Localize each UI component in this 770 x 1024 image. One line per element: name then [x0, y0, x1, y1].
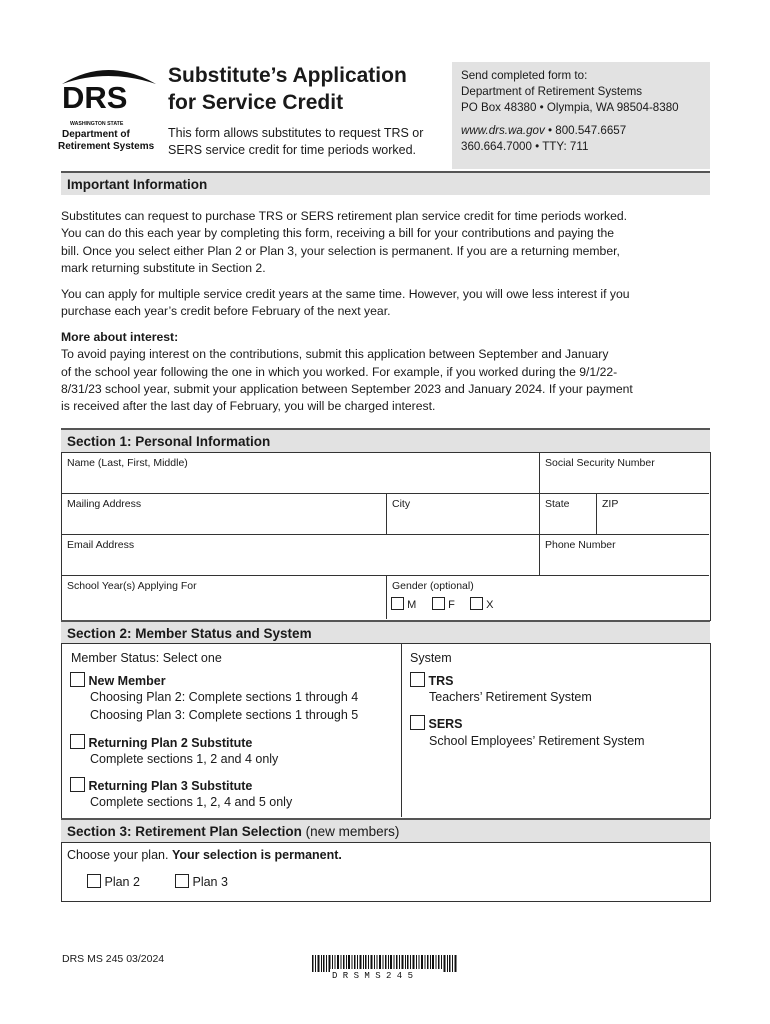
intro-line2: SERS service credit for time periods worked.: [168, 143, 417, 157]
gender-m-checkbox[interactable]: [391, 597, 404, 610]
trs-label: TRS: [428, 674, 454, 688]
mailing-address-field[interactable]: [62, 494, 387, 535]
phone-1: • 800.547.6657: [544, 124, 627, 137]
state-field[interactable]: [540, 494, 597, 535]
sers-option[interactable]: [410, 715, 463, 733]
system-label: System: [410, 651, 452, 665]
logo-line1: Department of: [62, 129, 130, 140]
state-label: State: [545, 498, 570, 510]
section3-title: Section 3: Retirement Plan Selection: [67, 824, 302, 839]
name-label: Name (Last, First, Middle): [67, 457, 188, 469]
trs-desc: Teachers’ Retirement System: [429, 690, 592, 704]
name-field[interactable]: [62, 453, 540, 494]
gender-m-option[interactable]: [391, 597, 416, 611]
system-column: [402, 644, 709, 817]
p1-line: mark returning substitute in Section 2.: [61, 260, 266, 275]
p3-line: 8/31/23 school year, submit your application between September 2023 and January 2024. If your payment: [61, 381, 633, 396]
returning-plan3-label: Returning Plan 3 Substitute: [88, 779, 253, 793]
title-line1: Substitute’s Application: [168, 64, 407, 87]
returning-plan2-checkbox[interactable]: [70, 734, 85, 749]
plan-selection-box: [61, 842, 711, 902]
choose-plan-text: [67, 848, 342, 862]
returning-plan3-option[interactable]: [70, 777, 252, 795]
sers-label: SERS: [428, 717, 463, 731]
gender-m-label: M: [407, 599, 417, 611]
logo-line2: Retirement Systems: [58, 141, 155, 152]
school-years-field[interactable]: [62, 576, 387, 619]
send-to-box: [452, 62, 710, 169]
send-web-line: [461, 123, 626, 139]
send-line5: 360.664.7000 • TTY: 711: [461, 140, 589, 153]
form-title: [168, 62, 438, 116]
gender-field: [387, 576, 709, 619]
gender-x-label: X: [486, 599, 494, 611]
logo-state: WASHINGTON STATE: [70, 121, 124, 127]
p3-line: To avoid paying interest on the contributions, submit this application between September and January: [61, 347, 609, 362]
p1-line: You can do this each year by completing this form, receiving a bill for your contributions and paying the: [61, 226, 615, 241]
plan2-label: Plan 2: [104, 875, 140, 889]
email-label: Email Address: [67, 539, 135, 551]
p3-line: is received after the last day of February, you will be charged interest.: [61, 399, 436, 414]
barcode-text: D R S M S 2 4 5: [332, 971, 414, 979]
send-line1: Send completed form to:: [461, 69, 588, 82]
p1-line: bill. Once you select either Plan 2 or Plan 3, your selection is permanent. If you are a returning member,: [61, 243, 620, 258]
new-line1: Choosing Plan 2: Complete sections 1 through 4: [90, 690, 359, 704]
send-line3: PO Box 48380 • Olympia, WA 98504-8380: [461, 101, 679, 114]
email-field[interactable]: [62, 535, 540, 576]
new-member-label: New Member: [88, 674, 166, 688]
new-line2: Choosing Plan 3: Complete sections 1 through 5: [90, 708, 359, 722]
school-years-label: School Year(s) Applying For: [67, 580, 197, 592]
city-field[interactable]: [387, 494, 540, 535]
gender-x-option[interactable]: [470, 597, 493, 611]
zip-field[interactable]: [597, 494, 709, 535]
send-line2: Department of Retirement Systems: [461, 85, 643, 98]
gender-label: Gender (optional): [392, 580, 474, 592]
gender-f-checkbox[interactable]: [432, 597, 445, 610]
intro-line1: This form allows substitutes to request TRS or: [168, 126, 424, 140]
new-member-option[interactable]: [70, 672, 166, 690]
section3-subtitle: (new members): [301, 824, 400, 839]
returning-plan2-option[interactable]: [70, 734, 252, 752]
interest-block: [61, 329, 711, 415]
sers-desc: School Employees’ Retirement System: [429, 734, 645, 748]
status-label: Member Status: Select one: [71, 651, 222, 665]
permanent-note: Your selection is permanent.: [171, 848, 342, 862]
p1-line: Substitutes can request to purchase TRS or SERS retirement plan service credit for time periods worked.: [61, 209, 628, 223]
phone-field[interactable]: [540, 535, 709, 576]
gender-f-label: F: [448, 599, 455, 611]
form-intro: [168, 125, 453, 159]
plan2-option[interactable]: [87, 874, 140, 889]
logo-letters: DRS: [62, 80, 128, 115]
plan2-checkbox[interactable]: [87, 874, 101, 888]
member-status-grid: [61, 643, 711, 819]
ret2-line: Complete sections 1, 2 and 4 only: [90, 752, 279, 766]
sers-checkbox[interactable]: [410, 715, 425, 730]
important-p1: [61, 208, 711, 277]
ret3-line: Complete sections 1, 2, 4 and 5 only: [90, 795, 293, 809]
website-link[interactable]: www.drs.wa.gov: [461, 124, 545, 137]
city-label: City: [392, 498, 411, 510]
p2-line: You can apply for multiple service credit years at the same time. However, you will owe less interest if you: [61, 287, 630, 301]
section3-heading: [61, 818, 710, 842]
phone-label: Phone Number: [545, 539, 616, 551]
zip-label: ZIP: [602, 498, 619, 510]
plan3-label: Plan 3: [192, 875, 228, 889]
section1-heading: Section 1: Personal Information: [61, 428, 710, 452]
plan3-checkbox[interactable]: [175, 874, 189, 888]
p2-line: purchase each year’s credit before February of the next year.: [61, 304, 391, 319]
title-line2: for Service Credit: [168, 91, 344, 114]
barcode: [312, 955, 458, 979]
personal-info-grid: [61, 452, 711, 621]
new-member-checkbox[interactable]: [70, 672, 85, 687]
form-id: DRS MS 245 03/2024: [62, 953, 165, 965]
mailing-label: Mailing Address: [67, 498, 142, 510]
section2-heading: Section 2: Member Status and System: [61, 620, 710, 644]
gender-x-checkbox[interactable]: [470, 597, 483, 610]
gender-f-option[interactable]: [432, 597, 455, 611]
choose-label: Choose your plan.: [67, 848, 172, 862]
important-p2: [61, 286, 711, 321]
important-heading: Important Information: [61, 171, 710, 195]
p3-line: of the school year following the one in which you worked. For example, if you worked during the 9/1/22-: [61, 364, 618, 379]
member-status-column: [62, 644, 402, 817]
interest-heading: More about interest:: [61, 330, 179, 344]
returning-plan2-label: Returning Plan 2 Substitute: [88, 736, 253, 750]
drs-logo: [58, 62, 160, 156]
returning-plan3-checkbox[interactable]: [70, 777, 85, 792]
trs-checkbox[interactable]: [410, 672, 425, 687]
trs-option[interactable]: [410, 672, 453, 690]
ssn-label: Social Security Number: [545, 457, 655, 469]
plan3-option[interactable]: [175, 874, 228, 889]
ssn-field[interactable]: [540, 453, 709, 494]
